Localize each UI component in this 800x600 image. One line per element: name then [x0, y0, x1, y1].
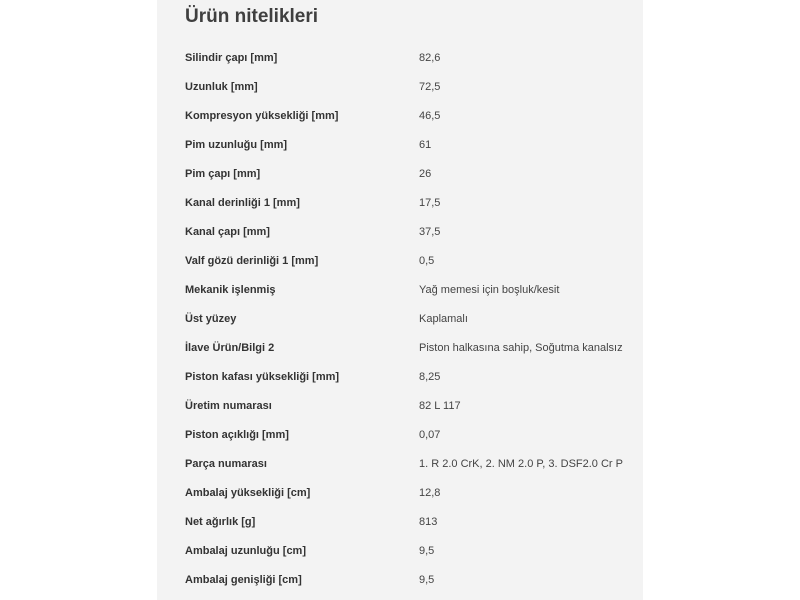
- spec-row: [185, 479, 635, 508]
- spec-row: [185, 334, 635, 363]
- spec-value: 9,5: [419, 545, 435, 557]
- spec-label: Üretim numarası: [185, 400, 272, 412]
- spec-value: Piston halkasına sahip, Soğutma kanalsız: [419, 342, 623, 354]
- spec-row: [185, 450, 635, 479]
- spec-value: 1. R 2.0 CrK, 2. NM 2.0 P, 3. DSF2.0 Cr P: [419, 458, 623, 470]
- spec-row: [185, 160, 635, 189]
- spec-row: [185, 276, 635, 305]
- spec-label: Parça numarası: [185, 458, 267, 470]
- spec-row: [185, 537, 635, 566]
- spec-value: 61: [419, 139, 432, 151]
- spec-table: [185, 44, 635, 595]
- spec-label: Pim uzunluğu [mm]: [185, 139, 288, 151]
- spec-value: 9,5: [419, 574, 435, 586]
- spec-label: Ambalaj uzunluğu [cm]: [185, 545, 306, 557]
- spec-value: 46,5: [419, 110, 441, 122]
- spec-row: [185, 189, 635, 218]
- spec-label: Üst yüzey: [185, 313, 237, 325]
- spec-row: [185, 305, 635, 334]
- spec-row: [185, 218, 635, 247]
- spec-label: Piston açıklığı [mm]: [185, 429, 289, 441]
- spec-label: Kanal çapı [mm]: [185, 226, 270, 238]
- spec-value: 0,5: [419, 255, 435, 267]
- spec-value: 12,8: [419, 487, 441, 499]
- spec-label: Ambalaj yüksekliği [cm]: [185, 487, 311, 499]
- spec-label: Kompresyon yüksekliği [mm]: [185, 110, 339, 122]
- spec-label: Net ağırlık [g]: [185, 516, 256, 528]
- spec-label: Ambalaj genişliği [cm]: [185, 574, 302, 586]
- spec-value: 17,5: [419, 197, 441, 209]
- spec-value: 0,07: [419, 429, 441, 441]
- spec-value: 26: [419, 168, 432, 180]
- spec-label: Piston kafası yüksekliği [mm]: [185, 371, 340, 383]
- spec-row: [185, 421, 635, 450]
- spec-row: [185, 363, 635, 392]
- section-title: Ürün nitelikleri: [185, 6, 319, 27]
- spec-row: [185, 131, 635, 160]
- spec-label: Kanal derinliği 1 [mm]: [185, 197, 300, 209]
- spec-value: Kaplamalı: [419, 313, 468, 325]
- spec-value: 82,6: [419, 52, 441, 64]
- spec-row: [185, 73, 635, 102]
- spec-row: [185, 102, 635, 131]
- spec-label: Uzunluk [mm]: [185, 81, 258, 93]
- spec-label: Silindir çapı [mm]: [185, 52, 278, 64]
- spec-value: 82 L 117: [419, 400, 461, 412]
- spec-row: [185, 44, 635, 73]
- spec-value: 8,25: [419, 371, 441, 383]
- spec-row: [185, 247, 635, 276]
- spec-label: Mekanik işlenmiş: [185, 284, 276, 296]
- spec-value: Yağ memesi için boşluk/kesit: [419, 284, 560, 296]
- spec-value: 72,5: [419, 81, 441, 93]
- spec-label: İlave Ürün/Bilgi 2: [185, 342, 275, 354]
- spec-value: 37,5: [419, 226, 441, 238]
- spec-row: [185, 566, 635, 595]
- spec-value: 813: [419, 516, 438, 528]
- spec-row: [185, 392, 635, 421]
- spec-label: Valf gözü derinliği 1 [mm]: [185, 255, 319, 267]
- spec-row: [185, 508, 635, 537]
- spec-label: Pim çapı [mm]: [185, 168, 261, 180]
